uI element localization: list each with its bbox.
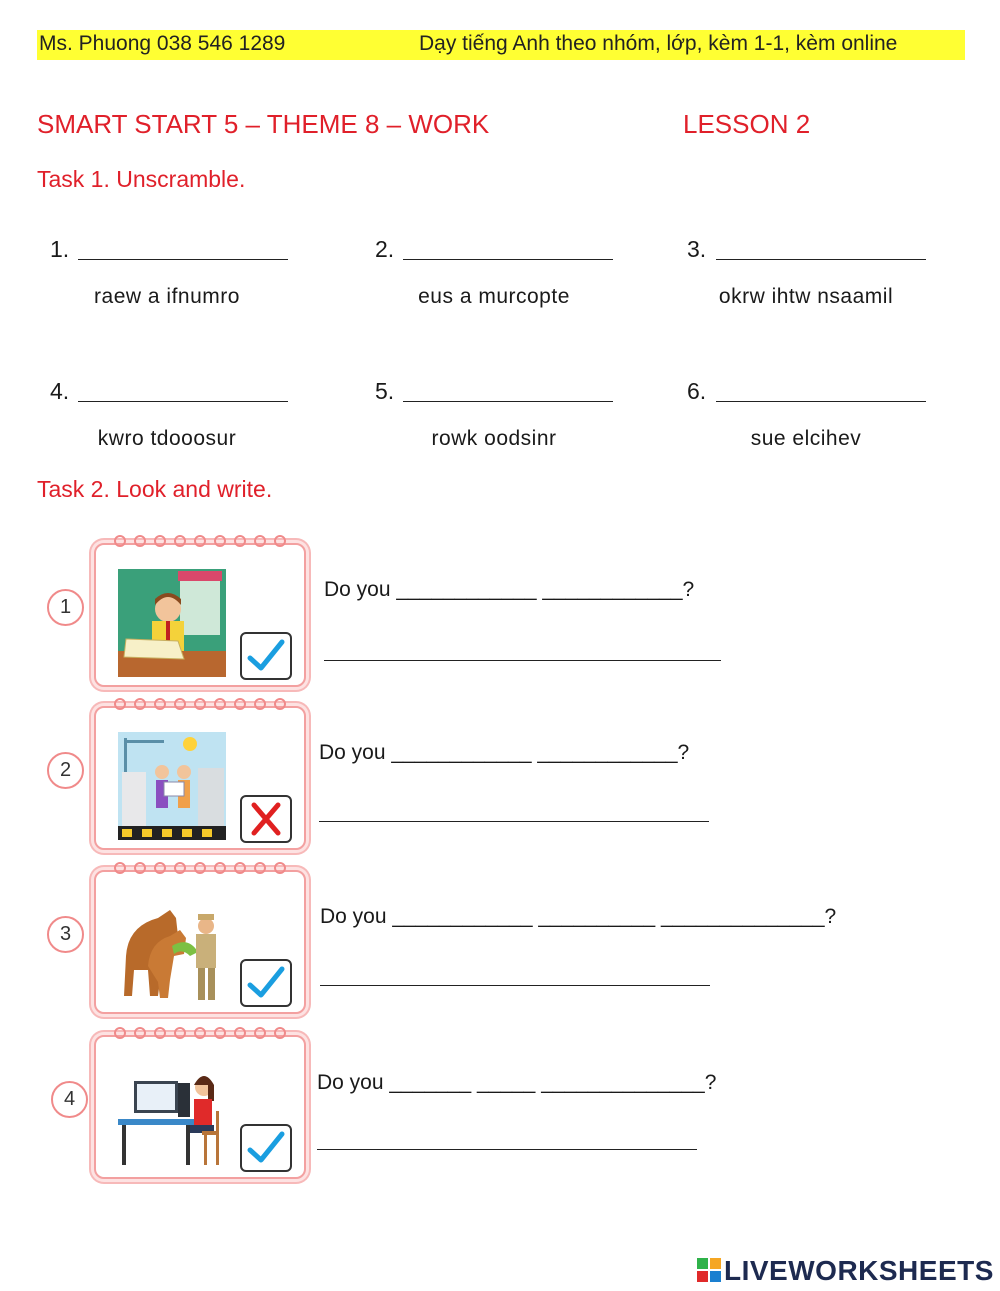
horse-keeper-illustration [118,896,226,1004]
question-2: Do you ____________ ____________? [319,741,690,764]
task2-number-1: 1 [47,589,84,626]
scrambled-word-4: kwro tdooosur [97,427,237,450]
answer-line-1[interactable] [324,660,721,661]
cross-icon [242,797,290,841]
task2-number-3: 3 [47,916,84,953]
check-icon [242,961,290,1005]
question-3: Do you ____________ __________ ______________? [320,905,837,928]
task1-num-2: 2. [375,236,395,262]
scrambled-word-1: raew a ifnumro [94,285,240,308]
check-icon [242,634,290,678]
answer-blank-1[interactable] [78,259,288,260]
computer-user-illustration [118,1061,226,1169]
header-banner [37,30,965,60]
check-icon [242,1126,290,1170]
task1-heading: Task 1. Unscramble. [37,166,246,192]
course-title: SMART START 5 – THEME 8 – WORK [37,109,490,139]
scrambled-word-5: rowk oodsinr [431,427,557,450]
task1-num-4: 4. [50,378,70,404]
answer-line-3[interactable] [320,985,710,986]
office-worker-illustration [118,569,226,677]
scrambled-word-6: sue elcihev [750,427,862,450]
answer-blank-5[interactable] [403,401,613,402]
spiral-rings [110,1025,290,1041]
check-mark-box [240,959,292,1007]
construction-site-illustration [118,732,226,840]
answer-blank-4[interactable] [78,401,288,402]
task2-heading: Task 2. Look and write. [37,476,273,502]
liveworksheets-logo-icon [697,1258,721,1282]
scrambled-word-3: okrw ihtw nsaamil [718,285,894,308]
answer-blank-3[interactable] [716,259,926,260]
task1-num-5: 5. [375,378,395,404]
spiral-rings [110,533,290,549]
scrambled-word-2: eus a murcopte [418,285,570,308]
check-mark-box [240,632,292,680]
task2-number-4: 4 [51,1081,88,1118]
cross-mark-box [240,795,292,843]
check-mark-box [240,1124,292,1172]
liveworksheets-logo[interactable]: LIVEWORKSHEETS [724,1255,994,1286]
answer-line-2[interactable] [319,821,709,822]
answer-blank-2[interactable] [403,259,613,260]
task1-num-6: 6. [687,378,707,404]
picture-card-2 [94,706,306,850]
picture-card-3 [94,870,306,1014]
answer-blank-6[interactable] [716,401,926,402]
task1-num-3: 3. [687,236,707,262]
picture-card-4 [94,1035,306,1179]
question-4: Do you _______ _____ ______________? [317,1071,717,1094]
picture-card-1 [94,543,306,687]
spiral-rings [110,860,290,876]
header-tagline: Dạy tiếng Anh theo nhóm, lớp, kèm 1-1, kèm online [419,32,898,55]
lesson-title: LESSON 2 [683,109,811,139]
task2-number-2: 2 [47,752,84,789]
task1-num-1: 1. [50,236,70,262]
teacher-contact: Ms. Phuong 038 546 1289 [39,32,286,55]
spiral-rings [110,696,290,712]
question-1: Do you ____________ ____________? [324,578,695,601]
answer-line-4[interactable] [317,1149,697,1150]
